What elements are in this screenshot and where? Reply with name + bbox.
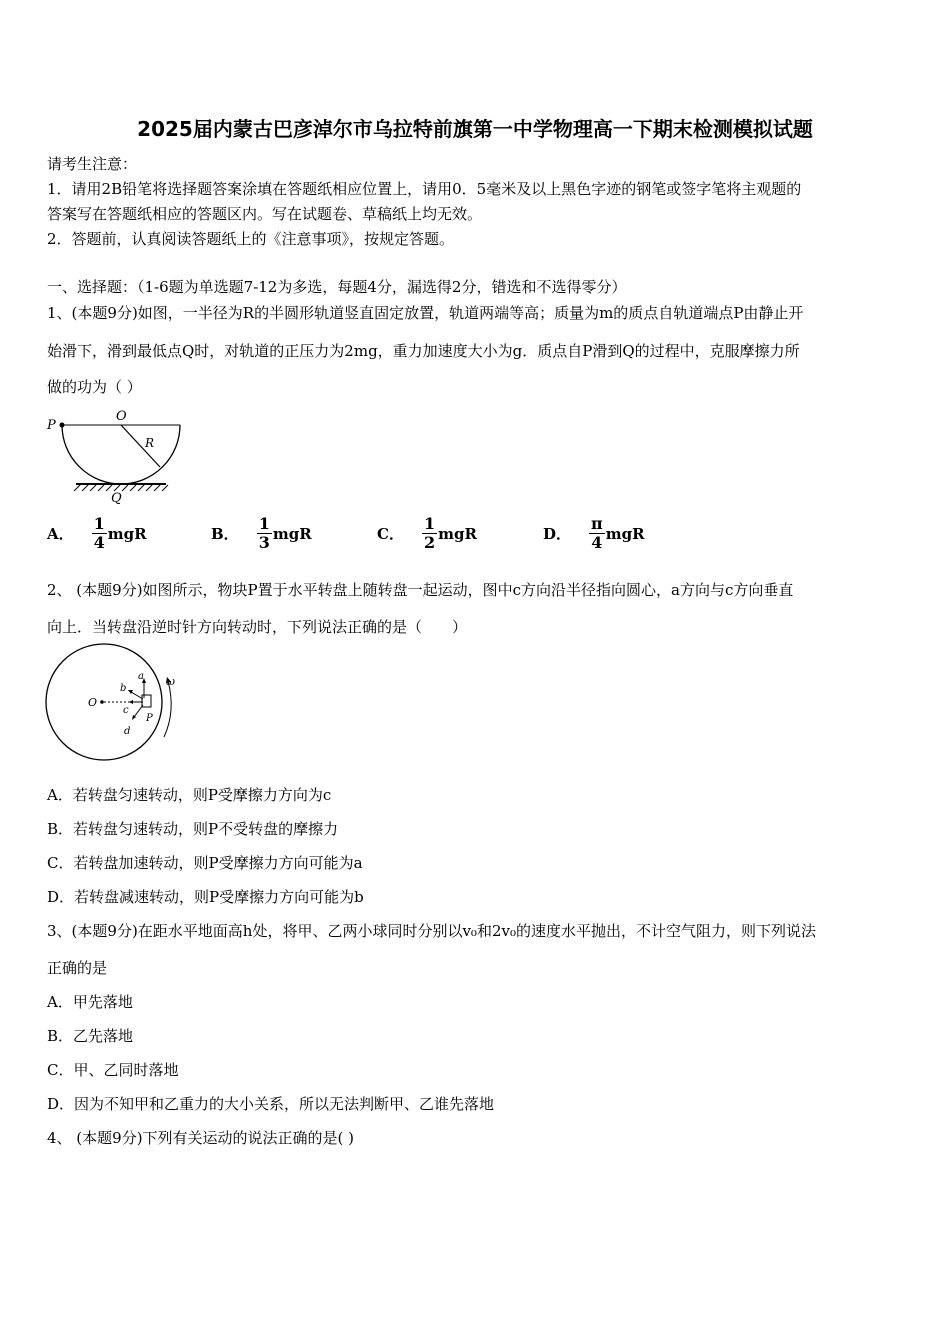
q1-option-a-fraction: $\frac{1}{4}$ xyxy=(93,514,105,552)
q1-option-a-suffix: mgR xyxy=(107,524,147,543)
q1-option-c-fraction: $\frac{1}{2}$ xyxy=(423,514,436,552)
q2-option-b[interactable]: B．若转盘匀速转动，则P不受转盘的摩擦力 xyxy=(47,820,339,838)
q2-arrow-d xyxy=(134,705,143,717)
q2-label-p: P xyxy=(146,713,153,724)
notice-line-1b: 答案写在答题纸相应的答题区内。写在试题卷、草稿纸上均无效。 xyxy=(47,205,483,223)
q1-option-b[interactable] xyxy=(211,515,312,552)
q1-line-3: 做的功为（ ） xyxy=(47,378,142,396)
notice-line-2: 2．答题前，认真阅读答题纸上的《注意事项》，按规定答题。 xyxy=(47,230,455,248)
q1-point-p-dot xyxy=(60,423,65,428)
q1-option-d[interactable] xyxy=(543,515,645,552)
q3-line-1: 3、(本题9分)在距水平地面高h处，将甲、乙两小球同时分别以v₀和2v₀的速度水平抛出，不计空气阻力，则下列说法 xyxy=(47,922,816,940)
q1-line-2: 始滑下，滑到最低点Q时，对轨道的正压力为2mg，重力加速度大小为g．质点自P滑到Q的过程中，克服摩擦力所 xyxy=(47,342,800,360)
q1-option-b-fraction: $\frac{1}{3}$ xyxy=(258,514,270,552)
q1-option-d-fraction: $\frac{\pi}{4}$ xyxy=(591,514,603,552)
notice-line-1a: 1．请用2B铅笔将选择题答案涂填在答题纸相应位置上，请用0．5毫米及以上黑色字迹的钢笔或签字笔将主观题的 xyxy=(47,180,802,198)
q1-option-d-label: D． xyxy=(543,525,572,543)
q1-option-b-suffix: mgR xyxy=(272,524,312,543)
q1-option-c-label: C． xyxy=(377,525,404,543)
q1-option-c[interactable] xyxy=(377,515,477,552)
q2-label-omega: ω xyxy=(166,675,175,688)
notice-heading: 请考生注意： xyxy=(47,155,138,173)
q3-option-a[interactable]: A．甲先落地 xyxy=(47,993,133,1011)
q2-label-b: b xyxy=(120,683,127,694)
section-heading: 一、选择题：（1-6题为单选题7-12为多选，每题4分，漏选得2分，错选和不选得零分） xyxy=(47,278,627,296)
q2-option-c[interactable]: C．若转盘加速转动，则P受摩擦力方向可能为a xyxy=(47,854,363,872)
q3-line-2: 正确的是 xyxy=(47,959,108,977)
q1-label-q: Q xyxy=(111,491,122,505)
q1-option-b-label: B． xyxy=(211,525,239,543)
q1-option-c-suffix: mgR xyxy=(438,524,477,543)
q2-option-a[interactable]: A．若转盘匀速转动，则P受摩擦力方向为c xyxy=(47,786,332,804)
q1-option-a-label: A． xyxy=(47,525,74,543)
q2-label-c: c xyxy=(123,705,129,716)
q1-option-d-suffix: mgR xyxy=(605,524,645,543)
q2-label-a: a xyxy=(138,671,144,682)
q2-arrow-b xyxy=(131,692,143,699)
q3-option-c[interactable]: C．甲、乙同时落地 xyxy=(47,1061,179,1079)
q2-center-dot xyxy=(100,700,104,704)
q2-label-d: d xyxy=(124,726,131,737)
q2-line-2: 向上．当转盘沿逆时针方向转动时，下列说法正确的是（ ） xyxy=(47,618,468,636)
q1-label-o: O xyxy=(116,409,127,424)
q1-radius-line xyxy=(121,425,160,467)
q2-block-p xyxy=(142,695,151,707)
q1-figure xyxy=(44,405,189,505)
q1-line-1: 1、(本题9分)如图，一半径为R的半圆形轨道竖直固定放置，轨道两端等高；质量为m的质点自轨道端点P由静止开 xyxy=(47,304,804,322)
q4-line-1: 4、 (本题9分)下列有关运动的说法正确的是( ) xyxy=(47,1129,355,1147)
q3-option-b[interactable]: B．乙先落地 xyxy=(47,1027,134,1045)
q2-option-d[interactable]: D．若转盘减速转动，则P受摩擦力方向可能为b xyxy=(47,888,364,906)
q1-option-a[interactable] xyxy=(47,515,147,552)
page-title: 2025届内蒙古巴彦淖尔市乌拉特前旗第一中学物理高一下期末检测模拟试题 xyxy=(137,117,813,141)
q2-label-o: O xyxy=(88,696,98,709)
q1-label-r: R xyxy=(145,436,155,450)
q2-figure xyxy=(40,643,190,763)
q2-rotation-arrow xyxy=(164,681,171,737)
q1-semicircle-track xyxy=(62,425,180,484)
q1-label-p: P xyxy=(47,418,56,433)
q2-line-1: 2、 (本题9分)如图所示，物块P置于水平转盘上随转盘一起运动，图中c方向沿半径指向圆心，a方向与c方向垂直 xyxy=(47,581,794,599)
q3-option-d[interactable]: D．因为不知甲和乙重力的大小关系，所以无法判断甲、乙谁先落地 xyxy=(47,1095,495,1113)
